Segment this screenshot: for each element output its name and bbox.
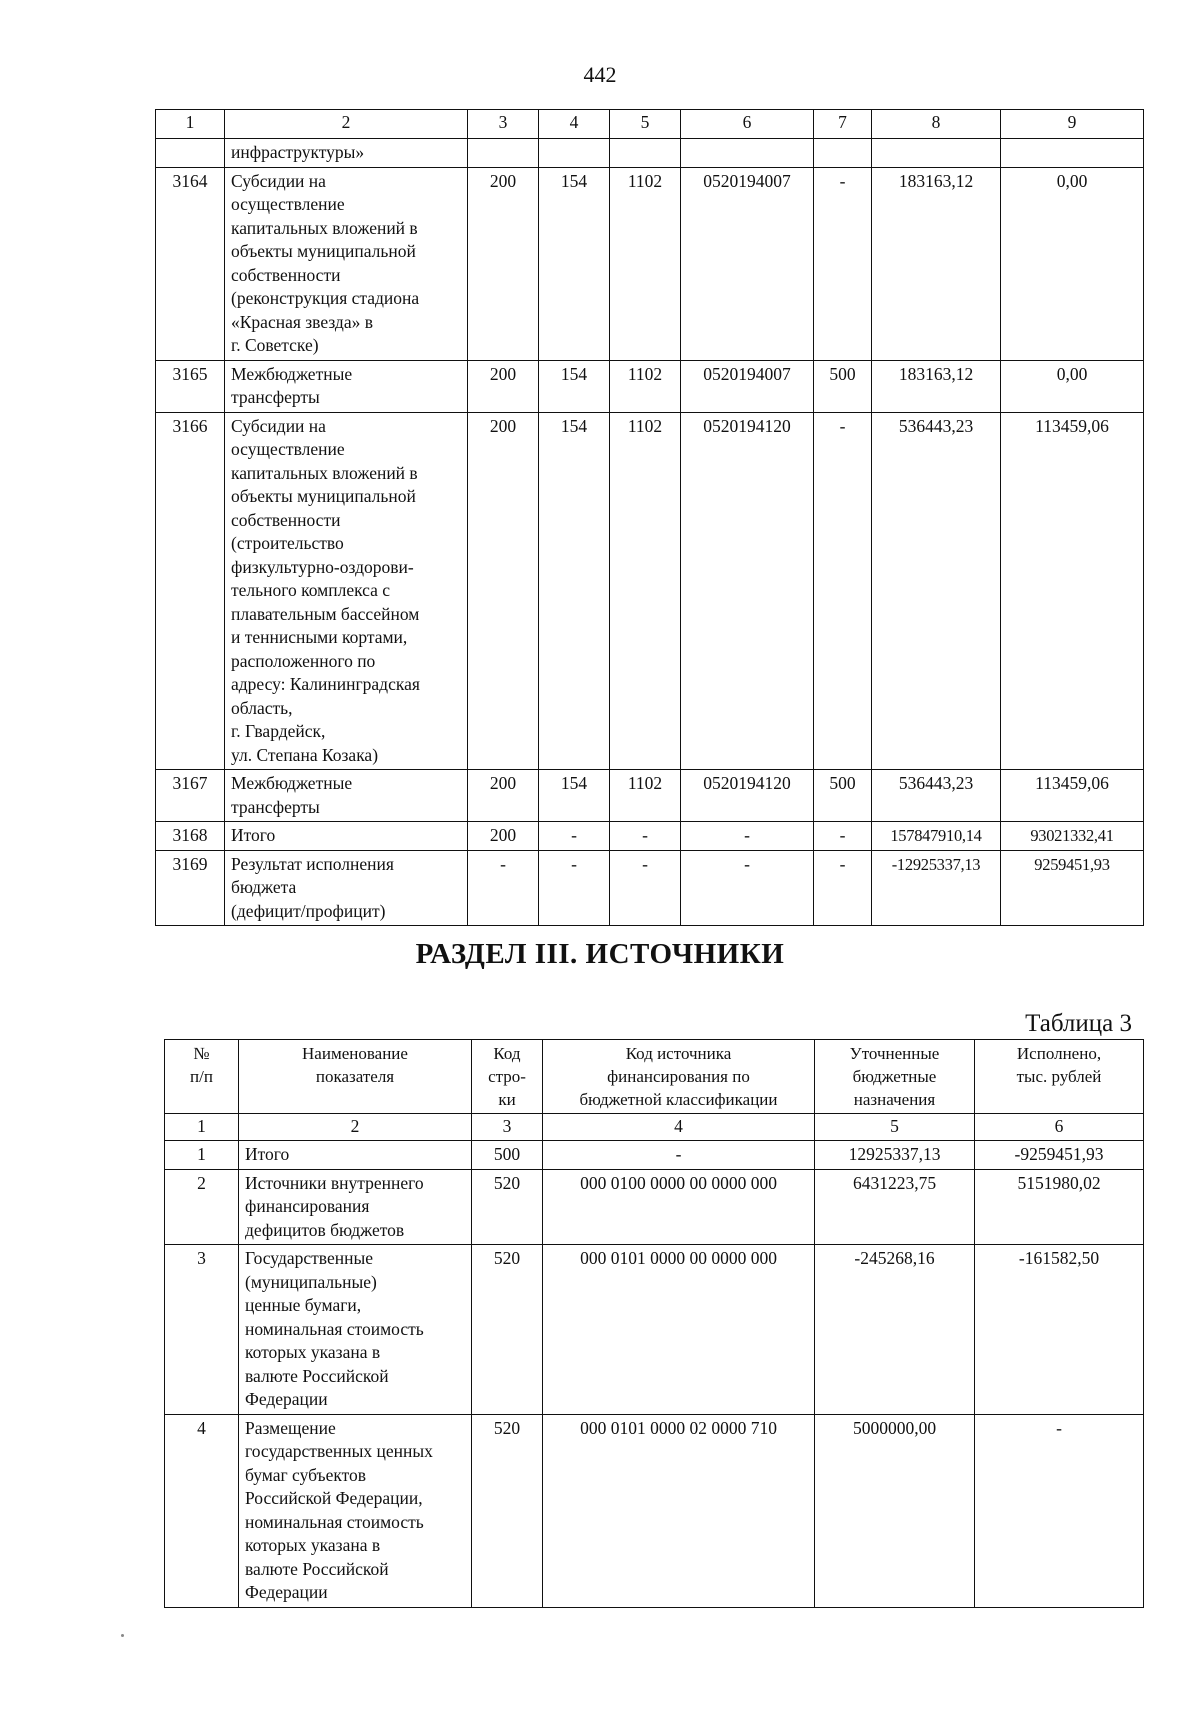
cell: - (610, 850, 681, 926)
cell: 500 (472, 1141, 543, 1170)
cell: 0520194120 (681, 412, 814, 770)
cell: 1102 (610, 360, 681, 412)
cell: 000 0101 0000 02 0000 710 (543, 1414, 815, 1607)
cell: 9259451,93 (1001, 850, 1144, 926)
cell (814, 139, 872, 168)
cell: - (814, 822, 872, 851)
header-cell: 2 (225, 110, 468, 139)
cell: - (814, 850, 872, 926)
column-number: 3 (472, 1114, 543, 1141)
cell: 200 (468, 412, 539, 770)
header-cell: 5 (610, 110, 681, 139)
header-cell: Код источника финансирования по бюджетной классификации (543, 1040, 815, 1114)
header-cell: Уточненные бюджетные назначения (815, 1040, 975, 1114)
page-number: 442 (583, 62, 617, 87)
cell: 5000000,00 (815, 1414, 975, 1607)
row-name: Государственные (муниципальные) ценные бумаги, номинальная стоимость которых указана в валюте Российской Федерации (239, 1245, 472, 1415)
column-number: 2 (239, 1114, 472, 1141)
row-number (156, 139, 225, 168)
cell: 500 (814, 770, 872, 822)
cell: 0520194007 (681, 167, 814, 360)
row-number: 3164 (156, 167, 225, 360)
cell: - (975, 1414, 1144, 1607)
cell: -12925337,13 (872, 850, 1001, 926)
column-number: 4 (543, 1114, 815, 1141)
cell: - (814, 412, 872, 770)
header-cell: Наименование показателя (239, 1040, 472, 1114)
cell: 154 (539, 770, 610, 822)
cell: 536443,23 (872, 412, 1001, 770)
table-caption: Таблица 3 (1025, 1010, 1132, 1037)
cell: - (543, 1141, 815, 1170)
cell: 000 0100 0000 00 0000 000 (543, 1169, 815, 1245)
row-number: 4 (165, 1414, 239, 1607)
cell: - (539, 850, 610, 926)
cell: 157847910,14 (872, 822, 1001, 851)
cell: 000 0101 0000 00 0000 000 (543, 1245, 815, 1415)
cell: - (814, 167, 872, 360)
cell (1001, 139, 1144, 168)
cell: 200 (468, 360, 539, 412)
column-number: 5 (815, 1114, 975, 1141)
cell: 154 (539, 167, 610, 360)
expenditure-table (155, 109, 1144, 926)
row-name: Субсидии на осуществление капитальных вложений в объекты муниципальной собственности (реконструкция стадиона «Красная звезда» в г. Советске) (225, 167, 468, 360)
cell (610, 139, 681, 168)
cell: 1102 (610, 167, 681, 360)
row-number: 3166 (156, 412, 225, 770)
cell: -161582,50 (975, 1245, 1144, 1415)
cell: 183163,12 (872, 167, 1001, 360)
table-row (156, 167, 1144, 360)
cell: - (681, 850, 814, 926)
row-number: 3169 (156, 850, 225, 926)
cell: 200 (468, 167, 539, 360)
cell: 520 (472, 1414, 543, 1607)
cell: 113459,06 (1001, 770, 1144, 822)
row-name: Источники внутреннего финансирования дефицитов бюджетов (239, 1169, 472, 1245)
cell (872, 139, 1001, 168)
table-header-row (156, 110, 1144, 139)
cell: 154 (539, 412, 610, 770)
table-header-row (165, 1040, 1144, 1114)
cell: -9259451,93 (975, 1141, 1144, 1170)
cell: 154 (539, 360, 610, 412)
row-name: Размещение государственных ценных бумаг субъектов Российской Федерации, номинальная стоимость которых указана в валюте Российской Федерации (239, 1414, 472, 1607)
table-row (156, 850, 1144, 926)
cell: 93021332,41 (1001, 822, 1144, 851)
cell: 520 (472, 1169, 543, 1245)
table-row (156, 360, 1144, 412)
column-number: 6 (975, 1114, 1144, 1141)
table-row (165, 1245, 1144, 1415)
cell: 183163,12 (872, 360, 1001, 412)
header-cell: 3 (468, 110, 539, 139)
cell (681, 139, 814, 168)
cell: -245268,16 (815, 1245, 975, 1415)
table-row (156, 770, 1144, 822)
cell: 536443,23 (872, 770, 1001, 822)
cell: 200 (468, 770, 539, 822)
row-name: Итого (239, 1141, 472, 1170)
section-title: РАЗДЕЛ III. ИСТОЧНИКИ (415, 938, 785, 970)
cell: 0,00 (1001, 360, 1144, 412)
row-name: инфраструктуры» (225, 139, 468, 168)
row-name: Межбюджетные трансферты (225, 360, 468, 412)
row-number: 3165 (156, 360, 225, 412)
header-cell: Исполнено, тыс. рублей (975, 1040, 1144, 1114)
header-cell: 1 (156, 110, 225, 139)
column-number: 1 (165, 1114, 239, 1141)
row-number: 3 (165, 1245, 239, 1415)
table-row (165, 1141, 1144, 1170)
table-row (165, 1169, 1144, 1245)
row-name: Итого (225, 822, 468, 851)
header-cell: 6 (681, 110, 814, 139)
cell: 0520194120 (681, 770, 814, 822)
table-row (156, 412, 1144, 770)
scan-speck (121, 1634, 124, 1637)
header-cell: 7 (814, 110, 872, 139)
cell: - (539, 822, 610, 851)
cell: 500 (814, 360, 872, 412)
header-cell: 4 (539, 110, 610, 139)
row-number: 2 (165, 1169, 239, 1245)
cell: 1102 (610, 412, 681, 770)
cell: 0520194007 (681, 360, 814, 412)
table-row (165, 1414, 1144, 1607)
header-cell: Код стро- ки (472, 1040, 543, 1114)
header-cell: № п/п (165, 1040, 239, 1114)
row-number: 3168 (156, 822, 225, 851)
row-name: Субсидии на осуществление капитальных вложений в объекты муниципальной собственности (строительство физкультурно-оздорови- тельного комплекса с плавательным бассейном и теннисными кортами, расположенного по адресу: Калининградская область, г. Гвардейск, ул. Степана Козака) (225, 412, 468, 770)
row-name: Результат исполнения бюджета (дефицит/профицит) (225, 850, 468, 926)
cell: 6431223,75 (815, 1169, 975, 1245)
cell: - (468, 850, 539, 926)
cell (468, 139, 539, 168)
header-cell: 8 (872, 110, 1001, 139)
row-number: 3167 (156, 770, 225, 822)
column-number-row (165, 1114, 1144, 1141)
cell: - (610, 822, 681, 851)
row-number: 1 (165, 1141, 239, 1170)
sources-table (164, 1039, 1144, 1608)
cell: 1102 (610, 770, 681, 822)
cell: 520 (472, 1245, 543, 1415)
cell: 200 (468, 822, 539, 851)
cell: 12925337,13 (815, 1141, 975, 1170)
table-row (156, 822, 1144, 851)
cell (539, 139, 610, 168)
header-cell: 9 (1001, 110, 1144, 139)
row-name: Межбюджетные трансферты (225, 770, 468, 822)
cell: 5151980,02 (975, 1169, 1144, 1245)
cell: 113459,06 (1001, 412, 1144, 770)
table-row (156, 139, 1144, 168)
cell: 0,00 (1001, 167, 1144, 360)
cell: - (681, 822, 814, 851)
